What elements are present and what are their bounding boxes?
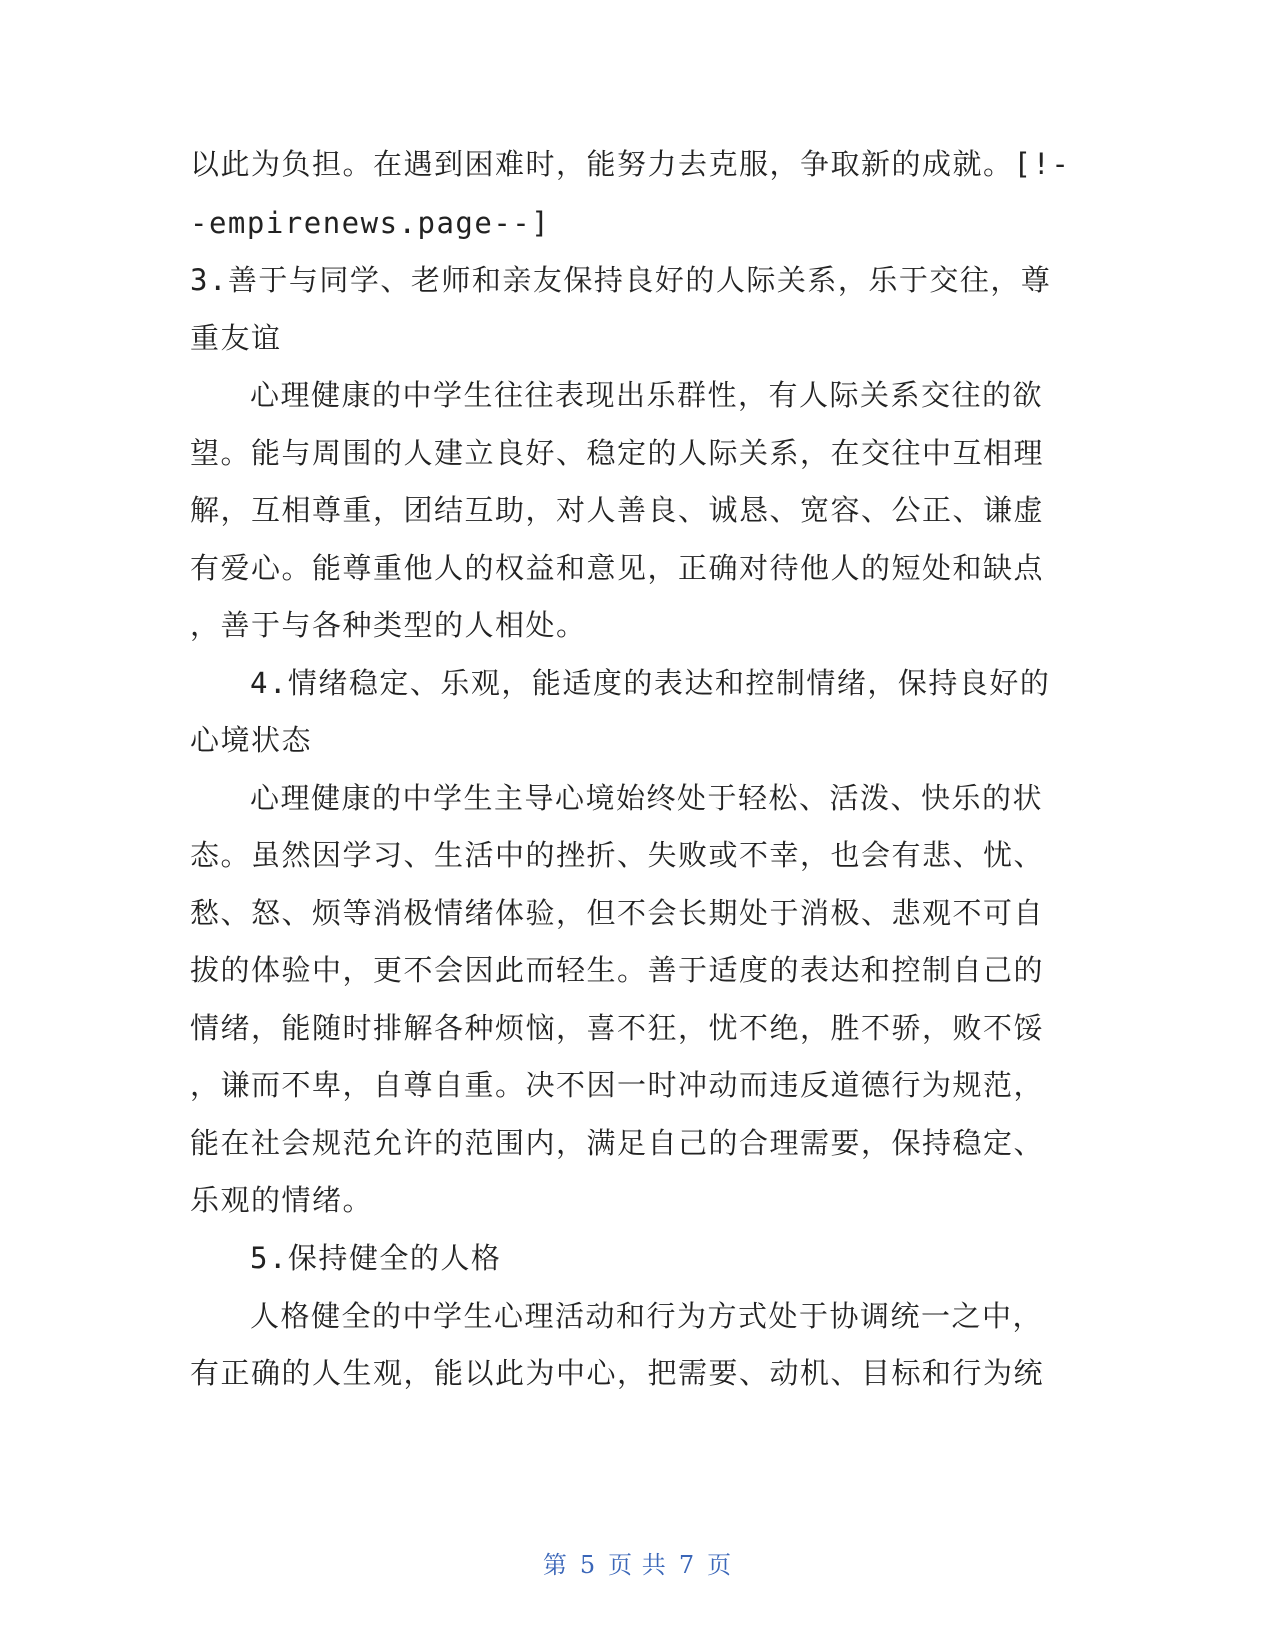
paragraph-line: 态。虽然因学习、生活中的挫折、失败或不幸，也会有悲、忧、 <box>190 838 1045 872</box>
page-footer <box>0 1545 1275 1580</box>
paragraph-line: 心理健康的中学生往往表现出乐群性，有人际关系交往的欲 <box>250 378 1044 412</box>
paragraph-line: 人格健全的中学生心理活动和行为方式处于协调统一之中， <box>250 1299 1044 1333</box>
text-line: -empirenews.page--] <box>190 206 551 240</box>
paragraph-line: 心理健康的中学生主导心境始终处于轻松、活泼、快乐的状 <box>250 781 1044 815</box>
section-heading: 心境状态 <box>190 723 313 757</box>
footer-suffix: 页 <box>707 1551 733 1579</box>
footer-prefix: 第 <box>542 1551 568 1579</box>
paragraph-line: 能在社会规范允许的范围内，满足自己的合理需要，保持稳定、 <box>190 1126 1045 1160</box>
current-page-number: 5 <box>579 1551 597 1579</box>
footer-middle: 页 共 <box>608 1551 667 1579</box>
paragraph-line: 解，互相尊重，团结互助，对人善良、诚恳、宽容、公正、谦虚 <box>190 493 1045 527</box>
paragraph-line: ，善于与各种类型的人相处。 <box>190 608 587 642</box>
total-page-number: 7 <box>678 1551 696 1579</box>
paragraph-line: 乐观的情绪。 <box>190 1183 374 1217</box>
paragraph-line: ，谦而不卑，自尊自重。决不因一时冲动而违反道德行为规范， <box>190 1068 1045 1102</box>
section-heading: 3.善于与同学、老师和亲友保持良好的人际关系，乐于交往，尊 <box>190 263 1052 297</box>
paragraph-line: 拔的体验中，更不会因此而轻生。善于适度的表达和控制自己的 <box>190 953 1045 987</box>
text-line: 以此为负担。在遇到困难时，能努力去克服，争取新的成就。[!- <box>190 147 1071 181</box>
paragraph-line: 有爱心。能尊重他人的权益和意见，正确对待他人的短处和缺点 <box>190 551 1045 585</box>
paragraph-line: 愁、怒、烦等消极情绪体验，但不会长期处于消极、悲观不可自 <box>190 896 1045 930</box>
section-heading: 4.情绪稳定、乐观，能适度的表达和控制情绪，保持良好的 <box>250 666 1051 700</box>
paragraph-line: 有正确的人生观，能以此为中心，把需要、动机、目标和行为统 <box>190 1356 1045 1390</box>
paragraph-line: 望。能与周围的人建立良好、稳定的人际关系，在交往中互相理 <box>190 436 1045 470</box>
paragraph-line: 情绪，能随时排解各种烦恼，喜不狂，忧不绝，胜不骄，败不馁 <box>190 1011 1045 1045</box>
section-heading: 重友谊 <box>190 321 282 355</box>
section-heading: 5.保持健全的人格 <box>250 1241 502 1275</box>
